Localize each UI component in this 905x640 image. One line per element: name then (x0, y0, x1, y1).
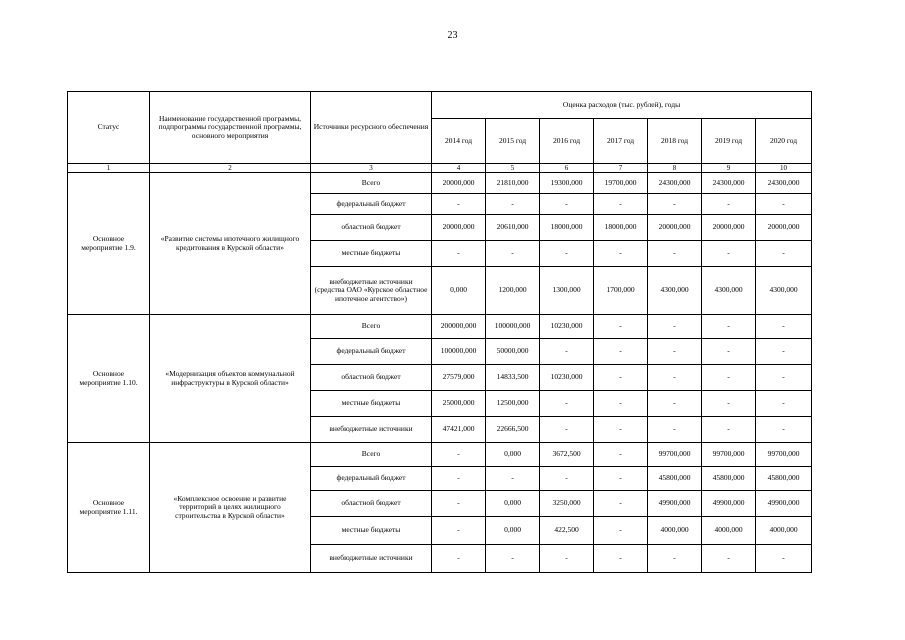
header-estimate: Оценка расходов (тыс. рублей), годы (432, 92, 812, 119)
value-cell: - (594, 491, 648, 517)
value-cell: - (702, 365, 756, 391)
program-name-cell: «Комплексное освоение и развитие территорий в целях жилищного строительства в Курской области» (150, 443, 311, 573)
column-number: 1 (68, 164, 150, 173)
value-cell: - (594, 443, 648, 467)
value-cell: - (756, 339, 812, 365)
value-cell: - (486, 467, 540, 491)
value-cell: - (702, 339, 756, 365)
value-cell: - (648, 241, 702, 267)
value-cell: - (756, 241, 812, 267)
source-cell: федеральный бюджет (311, 194, 432, 215)
header-year: 2015 год (486, 119, 540, 164)
value-cell: 4300,000 (648, 267, 702, 315)
value-cell: - (594, 545, 648, 573)
program-name-cell: «Развитие системы ипотечного жилищного кредитования в Курской области» (150, 173, 311, 315)
value-cell: - (432, 241, 486, 267)
value-cell: - (432, 194, 486, 215)
status-cell: Основное мероприятие 1.11. (68, 443, 150, 573)
header-year: 2018 год (648, 119, 702, 164)
value-cell: - (702, 241, 756, 267)
header-sources: Источники ресурсного обеспечения (311, 92, 432, 164)
header-year: 2019 год (702, 119, 756, 164)
value-cell: 4300,000 (702, 267, 756, 315)
value-cell: - (648, 391, 702, 417)
column-number: 9 (702, 164, 756, 173)
value-cell: 99700,000 (648, 443, 702, 467)
value-cell: 99700,000 (702, 443, 756, 467)
value-cell: - (756, 315, 812, 339)
value-cell: - (648, 545, 702, 573)
source-cell: внебюджетные источники (311, 417, 432, 443)
value-cell: 20000,000 (432, 173, 486, 194)
value-cell: 24300,000 (756, 173, 812, 194)
source-cell: внебюджетные источники (311, 545, 432, 573)
value-cell: 10230,000 (540, 315, 594, 339)
value-cell: 50000,000 (486, 339, 540, 365)
value-cell: 422,500 (540, 517, 594, 545)
value-cell: 18000,000 (540, 215, 594, 241)
value-cell: - (432, 491, 486, 517)
value-cell: - (432, 517, 486, 545)
header-year: 2020 год (756, 119, 812, 164)
value-cell: - (702, 194, 756, 215)
value-cell: 1300,000 (540, 267, 594, 315)
source-cell: федеральный бюджет (311, 467, 432, 491)
value-cell: - (540, 339, 594, 365)
source-cell: областной бюджет (311, 215, 432, 241)
value-cell: - (594, 391, 648, 417)
value-cell: 25000,000 (432, 391, 486, 417)
source-cell: местные бюджеты (311, 241, 432, 267)
value-cell: - (648, 315, 702, 339)
value-cell: 3672,500 (540, 443, 594, 467)
source-cell: областной бюджет (311, 365, 432, 391)
value-cell: 20000,000 (648, 215, 702, 241)
value-cell: - (594, 365, 648, 391)
value-cell: - (702, 391, 756, 417)
value-cell: - (540, 241, 594, 267)
value-cell: 45800,000 (648, 467, 702, 491)
header-status: Статус (68, 92, 150, 164)
value-cell: - (594, 467, 648, 491)
value-cell: 27579,000 (432, 365, 486, 391)
value-cell: 4000,000 (648, 517, 702, 545)
value-cell: 49900,000 (648, 491, 702, 517)
column-number: 5 (486, 164, 540, 173)
value-cell: - (702, 315, 756, 339)
budget-table (67, 91, 812, 573)
value-cell: - (432, 443, 486, 467)
value-cell: - (486, 545, 540, 573)
value-cell: 1700,000 (594, 267, 648, 315)
value-cell: 4000,000 (702, 517, 756, 545)
value-cell: - (702, 417, 756, 443)
value-cell: 19300,000 (540, 173, 594, 194)
value-cell: - (594, 417, 648, 443)
source-cell: внебюджетные источники (средства ОАО «Курское областное ипотечное агентство») (311, 267, 432, 315)
status-cell: Основное мероприятие 1.9. (68, 173, 150, 315)
value-cell: - (756, 194, 812, 215)
value-cell: 4300,000 (756, 267, 812, 315)
header-year: 2014 год (432, 119, 486, 164)
value-cell: - (756, 391, 812, 417)
value-cell: - (486, 241, 540, 267)
table-row (68, 173, 812, 194)
value-cell: - (756, 417, 812, 443)
value-cell: 100000,000 (432, 339, 486, 365)
value-cell: 47421,000 (432, 417, 486, 443)
value-cell: 21810,000 (486, 173, 540, 194)
column-number: 4 (432, 164, 486, 173)
value-cell: - (702, 545, 756, 573)
value-cell: 20000,000 (702, 215, 756, 241)
status-cell: Основное мероприятие 1.10. (68, 315, 150, 443)
program-name-cell: «Модернизация объектов коммунальной инфраструктуры в Курской области» (150, 315, 311, 443)
table-row (68, 315, 812, 339)
value-cell: - (432, 545, 486, 573)
header-name: Наименование государственной программы, подпрограммы государственной программы, основного мероприятия (150, 92, 311, 164)
value-cell: 100000,000 (486, 315, 540, 339)
source-cell: федеральный бюджет (311, 339, 432, 365)
value-cell: - (540, 545, 594, 573)
column-number: 3 (311, 164, 432, 173)
value-cell: 49900,000 (756, 491, 812, 517)
value-cell: 4000,000 (756, 517, 812, 545)
value-cell: 14833,500 (486, 365, 540, 391)
column-number: 10 (756, 164, 812, 173)
source-cell: Всего (311, 315, 432, 339)
value-cell: - (540, 467, 594, 491)
value-cell: - (756, 365, 812, 391)
value-cell: - (648, 365, 702, 391)
value-cell: 3250,000 (540, 491, 594, 517)
source-cell: Всего (311, 173, 432, 194)
value-cell: 20610,000 (486, 215, 540, 241)
table-row (68, 443, 812, 467)
column-number: 6 (540, 164, 594, 173)
value-cell: - (540, 417, 594, 443)
value-cell: 1200,000 (486, 267, 540, 315)
column-number: 7 (594, 164, 648, 173)
value-cell: - (594, 517, 648, 545)
value-cell: - (486, 194, 540, 215)
value-cell: - (540, 391, 594, 417)
column-number: 8 (648, 164, 702, 173)
value-cell: - (594, 241, 648, 267)
value-cell: 20000,000 (432, 215, 486, 241)
value-cell: - (594, 339, 648, 365)
value-cell: 0,000 (486, 491, 540, 517)
source-cell: местные бюджеты (311, 391, 432, 417)
value-cell: 22666,500 (486, 417, 540, 443)
value-cell: 24300,000 (648, 173, 702, 194)
value-cell: - (594, 315, 648, 339)
value-cell: 10230,000 (540, 365, 594, 391)
value-cell: 200000,000 (432, 315, 486, 339)
value-cell: 24300,000 (702, 173, 756, 194)
page-number: 23 (447, 30, 458, 41)
value-cell: 12500,000 (486, 391, 540, 417)
value-cell: 45800,000 (756, 467, 812, 491)
source-cell: местные бюджеты (311, 517, 432, 545)
value-cell: - (594, 194, 648, 215)
column-number: 2 (150, 164, 311, 173)
value-cell: 49900,000 (702, 491, 756, 517)
value-cell: - (648, 339, 702, 365)
value-cell: 99700,000 (756, 443, 812, 467)
value-cell: - (756, 545, 812, 573)
value-cell: 0,000 (486, 443, 540, 467)
value-cell: 18000,000 (594, 215, 648, 241)
header-year: 2016 год (540, 119, 594, 164)
source-cell: областной бюджет (311, 491, 432, 517)
value-cell: - (648, 194, 702, 215)
value-cell: - (432, 467, 486, 491)
source-cell: Всего (311, 443, 432, 467)
value-cell: - (648, 417, 702, 443)
value-cell: - (540, 194, 594, 215)
value-cell: 20000,000 (756, 215, 812, 241)
header-year: 2017 год (594, 119, 648, 164)
value-cell: 0,000 (486, 517, 540, 545)
value-cell: 45800,000 (702, 467, 756, 491)
value-cell: 19700,000 (594, 173, 648, 194)
value-cell: 0,000 (432, 267, 486, 315)
